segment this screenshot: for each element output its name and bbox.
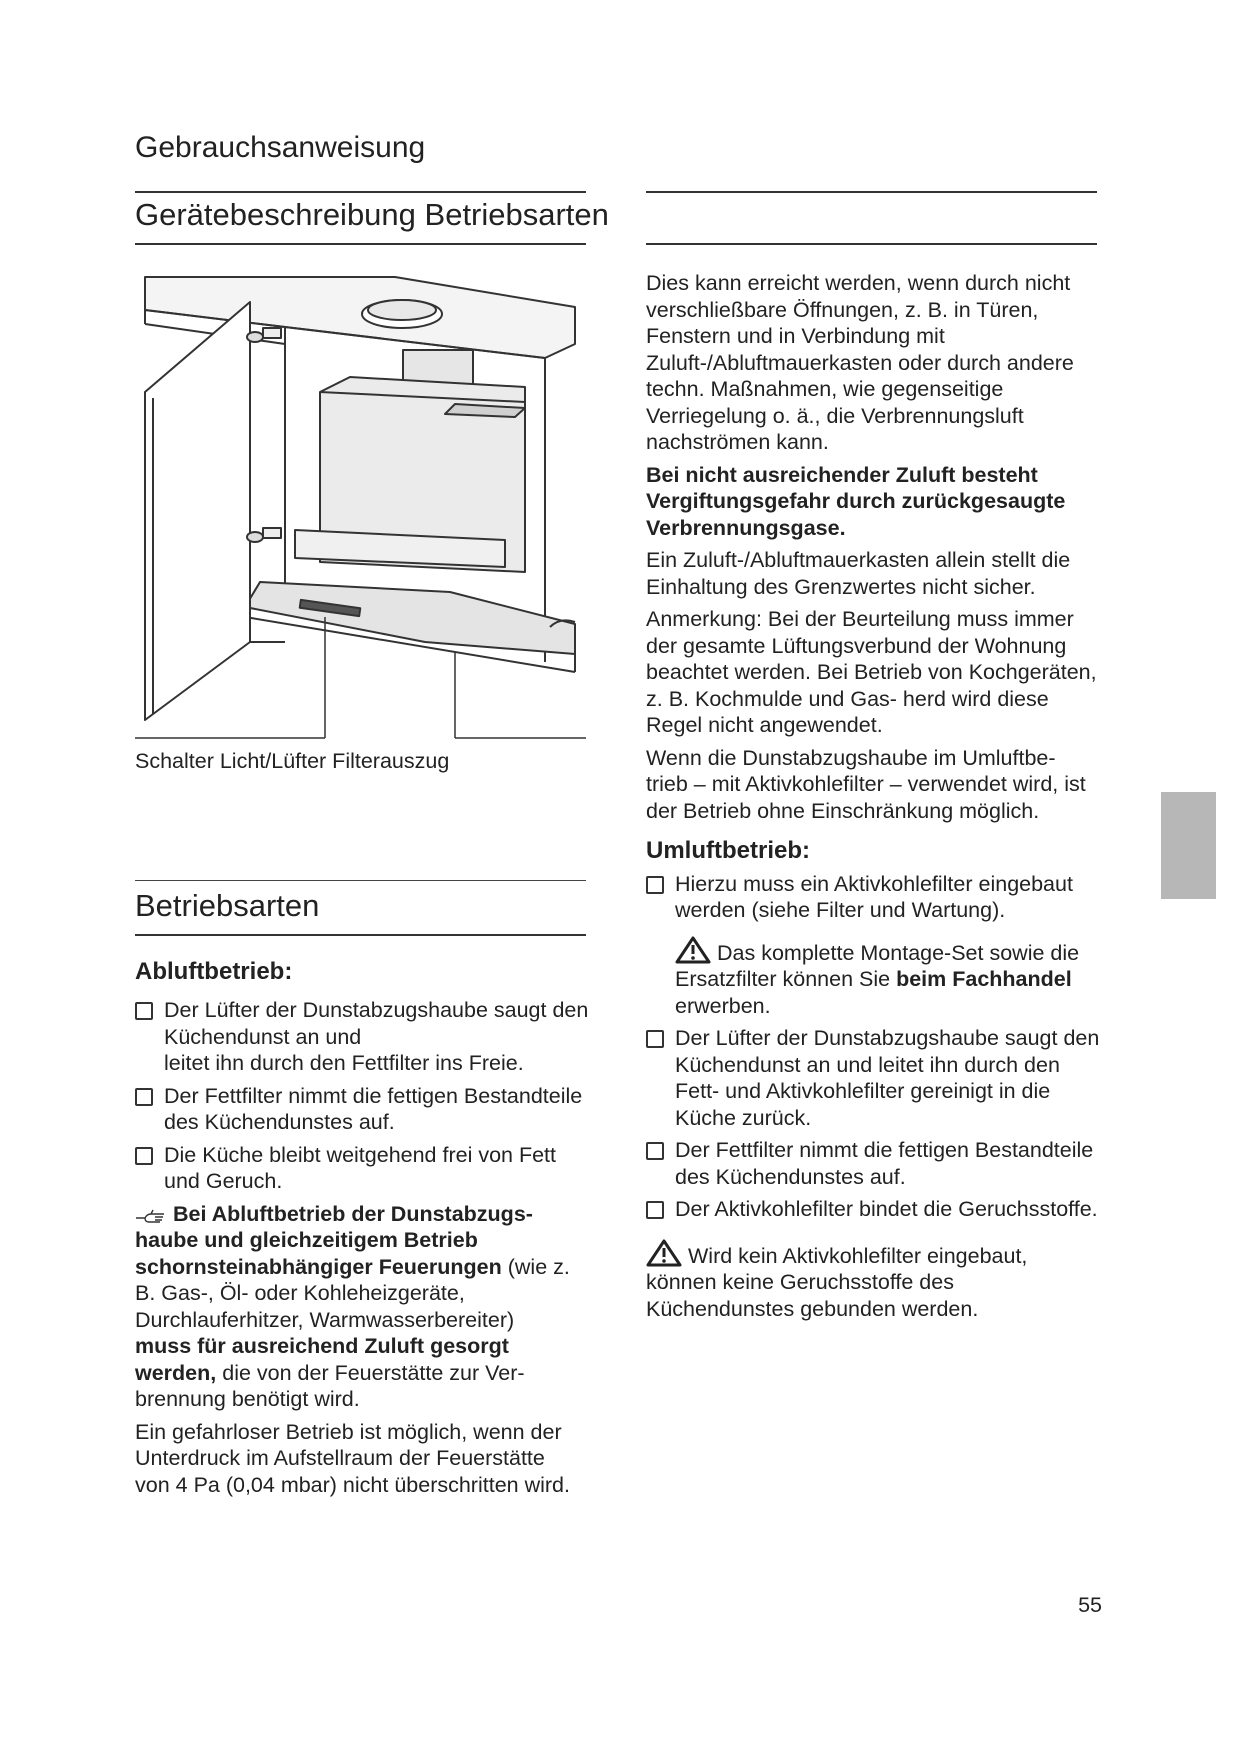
header-rule-left-top (135, 191, 586, 193)
hood-illustration (135, 262, 586, 742)
betriebsarten-rule-bottom (135, 934, 586, 936)
list-item: Der Aktivkohlefilter bindet die Geruchsstoffe. (646, 1196, 1101, 1223)
list-item: Der Lüfter der Dunstabzugshaube saugt den Küchendunst an und leitet ihn durch den Fettfilter ins Freie. (135, 997, 595, 1077)
checkbox-bullet-icon (135, 1002, 153, 1020)
montage-set-caution: Das komplette Montage-Set sowie die Ersatzfilter können Sie beim Fachhandel erwerben. (646, 936, 1101, 1020)
abluft-paragraph: Ein gefahrloser Betrieb ist möglich, wenn der Unterdruck im Aufstellraum der Feuerstätte von 4 Pa (0,04 mbar) nicht überschritten wird. (135, 1419, 570, 1497)
warning-triangle-icon (675, 936, 711, 964)
anmerkung-paragraph: Anmerkung: Bei der Beurteilung muss immer der gesamte Lüftungsverbund der Wohnung beachtet werden. Bei Betrieb von Kochgeräten, z. B. Kochmulde und Gas- herd wird diese Regel nicht angewendet. (646, 607, 1097, 737)
umluft-info-paragraph: Wenn die Dunstabzugshaube im Umluftbe- trieb – mit Aktivkohlefilter – verwendet wird, ist der Betrieb ohne Einschränkung möglich. (646, 745, 1086, 823)
figure-caption: Schalter Licht/Lüfter Filterauszug (135, 749, 450, 773)
pointing-hand-icon (135, 1208, 167, 1224)
warning-triangle-icon (646, 1239, 682, 1267)
right-column (646, 270, 1101, 1322)
abluft-heading: Abluftbetrieb: (135, 958, 293, 985)
list-item: Der Fettfilter nimmt die fettigen Bestandteile des Küchendunstes auf. (135, 1083, 595, 1136)
mauerkasten-paragraph: Ein Zuluft-/Abluftmauerkasten allein stellt die Einhaltung des Grenzwertes nicht sicher. (646, 548, 1071, 599)
umluft-heading: Umluftbetrieb: (646, 837, 810, 864)
list-item: Der Lüfter der Dunstabzugshaube saugt den Küchendunst an und leitet ihn durch den Fett- und Aktivkohlefilter gereinigt in die Küche zurück. (646, 1025, 1101, 1131)
betriebsarten-rule-top (135, 880, 586, 881)
page-number: 55 (1078, 1593, 1102, 1617)
checkbox-bullet-icon (135, 1147, 153, 1165)
header-rule-left-bottom (135, 243, 586, 245)
header-rule-right-bottom (646, 243, 1097, 245)
list-item: Der Fettfilter nimmt die fettigen Bestandteile des Küchendunstes auf. (646, 1137, 1101, 1190)
abluft-note: Bei Abluftbetrieb der Dunstabzugs- haube und gleichzeitigem Betrieb schornsteinabhängiger Feuerungen (wie z. B. Gas-, Öl- oder Kohleheizgeräte, Durchlauferhitzer, Warmwasserbereiter) muss für ausreichend Zuluft gesorgt werden, die von der Feuerstätte zur Ver- brennung benötigt wird. (135, 1201, 570, 1411)
checkbox-bullet-icon (646, 1142, 664, 1160)
list-item: Hierzu muss ein Aktivkohlefilter eingebaut werden (siehe Filter und Wartung). (646, 871, 1101, 924)
abluft-list (135, 997, 595, 1498)
zuluft-paragraph: Dies kann erreicht werden, wenn durch nicht verschließbare Öffnungen, z. B. in Türen, Fenstern und in Verbindung mit Zuluft-/Abluftmauerkasten oder durch andere techn. Maßnahmen, wie gegenseitige Verriegelung o. ä., die Verbrennungsluft nachströmen kann. (646, 271, 1074, 454)
manual-title: Gebrauchsanweisung (135, 131, 426, 164)
betriebsarten-heading: Betriebsarten (135, 888, 320, 923)
chapter-tab-marker (1161, 792, 1216, 899)
section-title: Gerätebeschreibung Betriebsarten (135, 197, 609, 232)
vergiftung-warning: Bei nicht ausreichender Zuluft besteht Vergiftungsgefahr durch zurückgesaugte Verbrennungsgase. (646, 462, 1066, 540)
list-item: Die Küche bleibt weitgehend frei von Fett und Geruch. (135, 1142, 595, 1195)
checkbox-bullet-icon (135, 1088, 153, 1106)
checkbox-bullet-icon (646, 1030, 664, 1048)
header-rule-right-top (646, 191, 1097, 193)
aktivkohle-caution: Wird kein Aktivkohlefilter eingebaut, können keine Geruchsstoffe des Küchendunstes gebunden werden. (646, 1239, 1101, 1323)
checkbox-bullet-icon (646, 876, 664, 894)
checkbox-bullet-icon (646, 1201, 664, 1219)
